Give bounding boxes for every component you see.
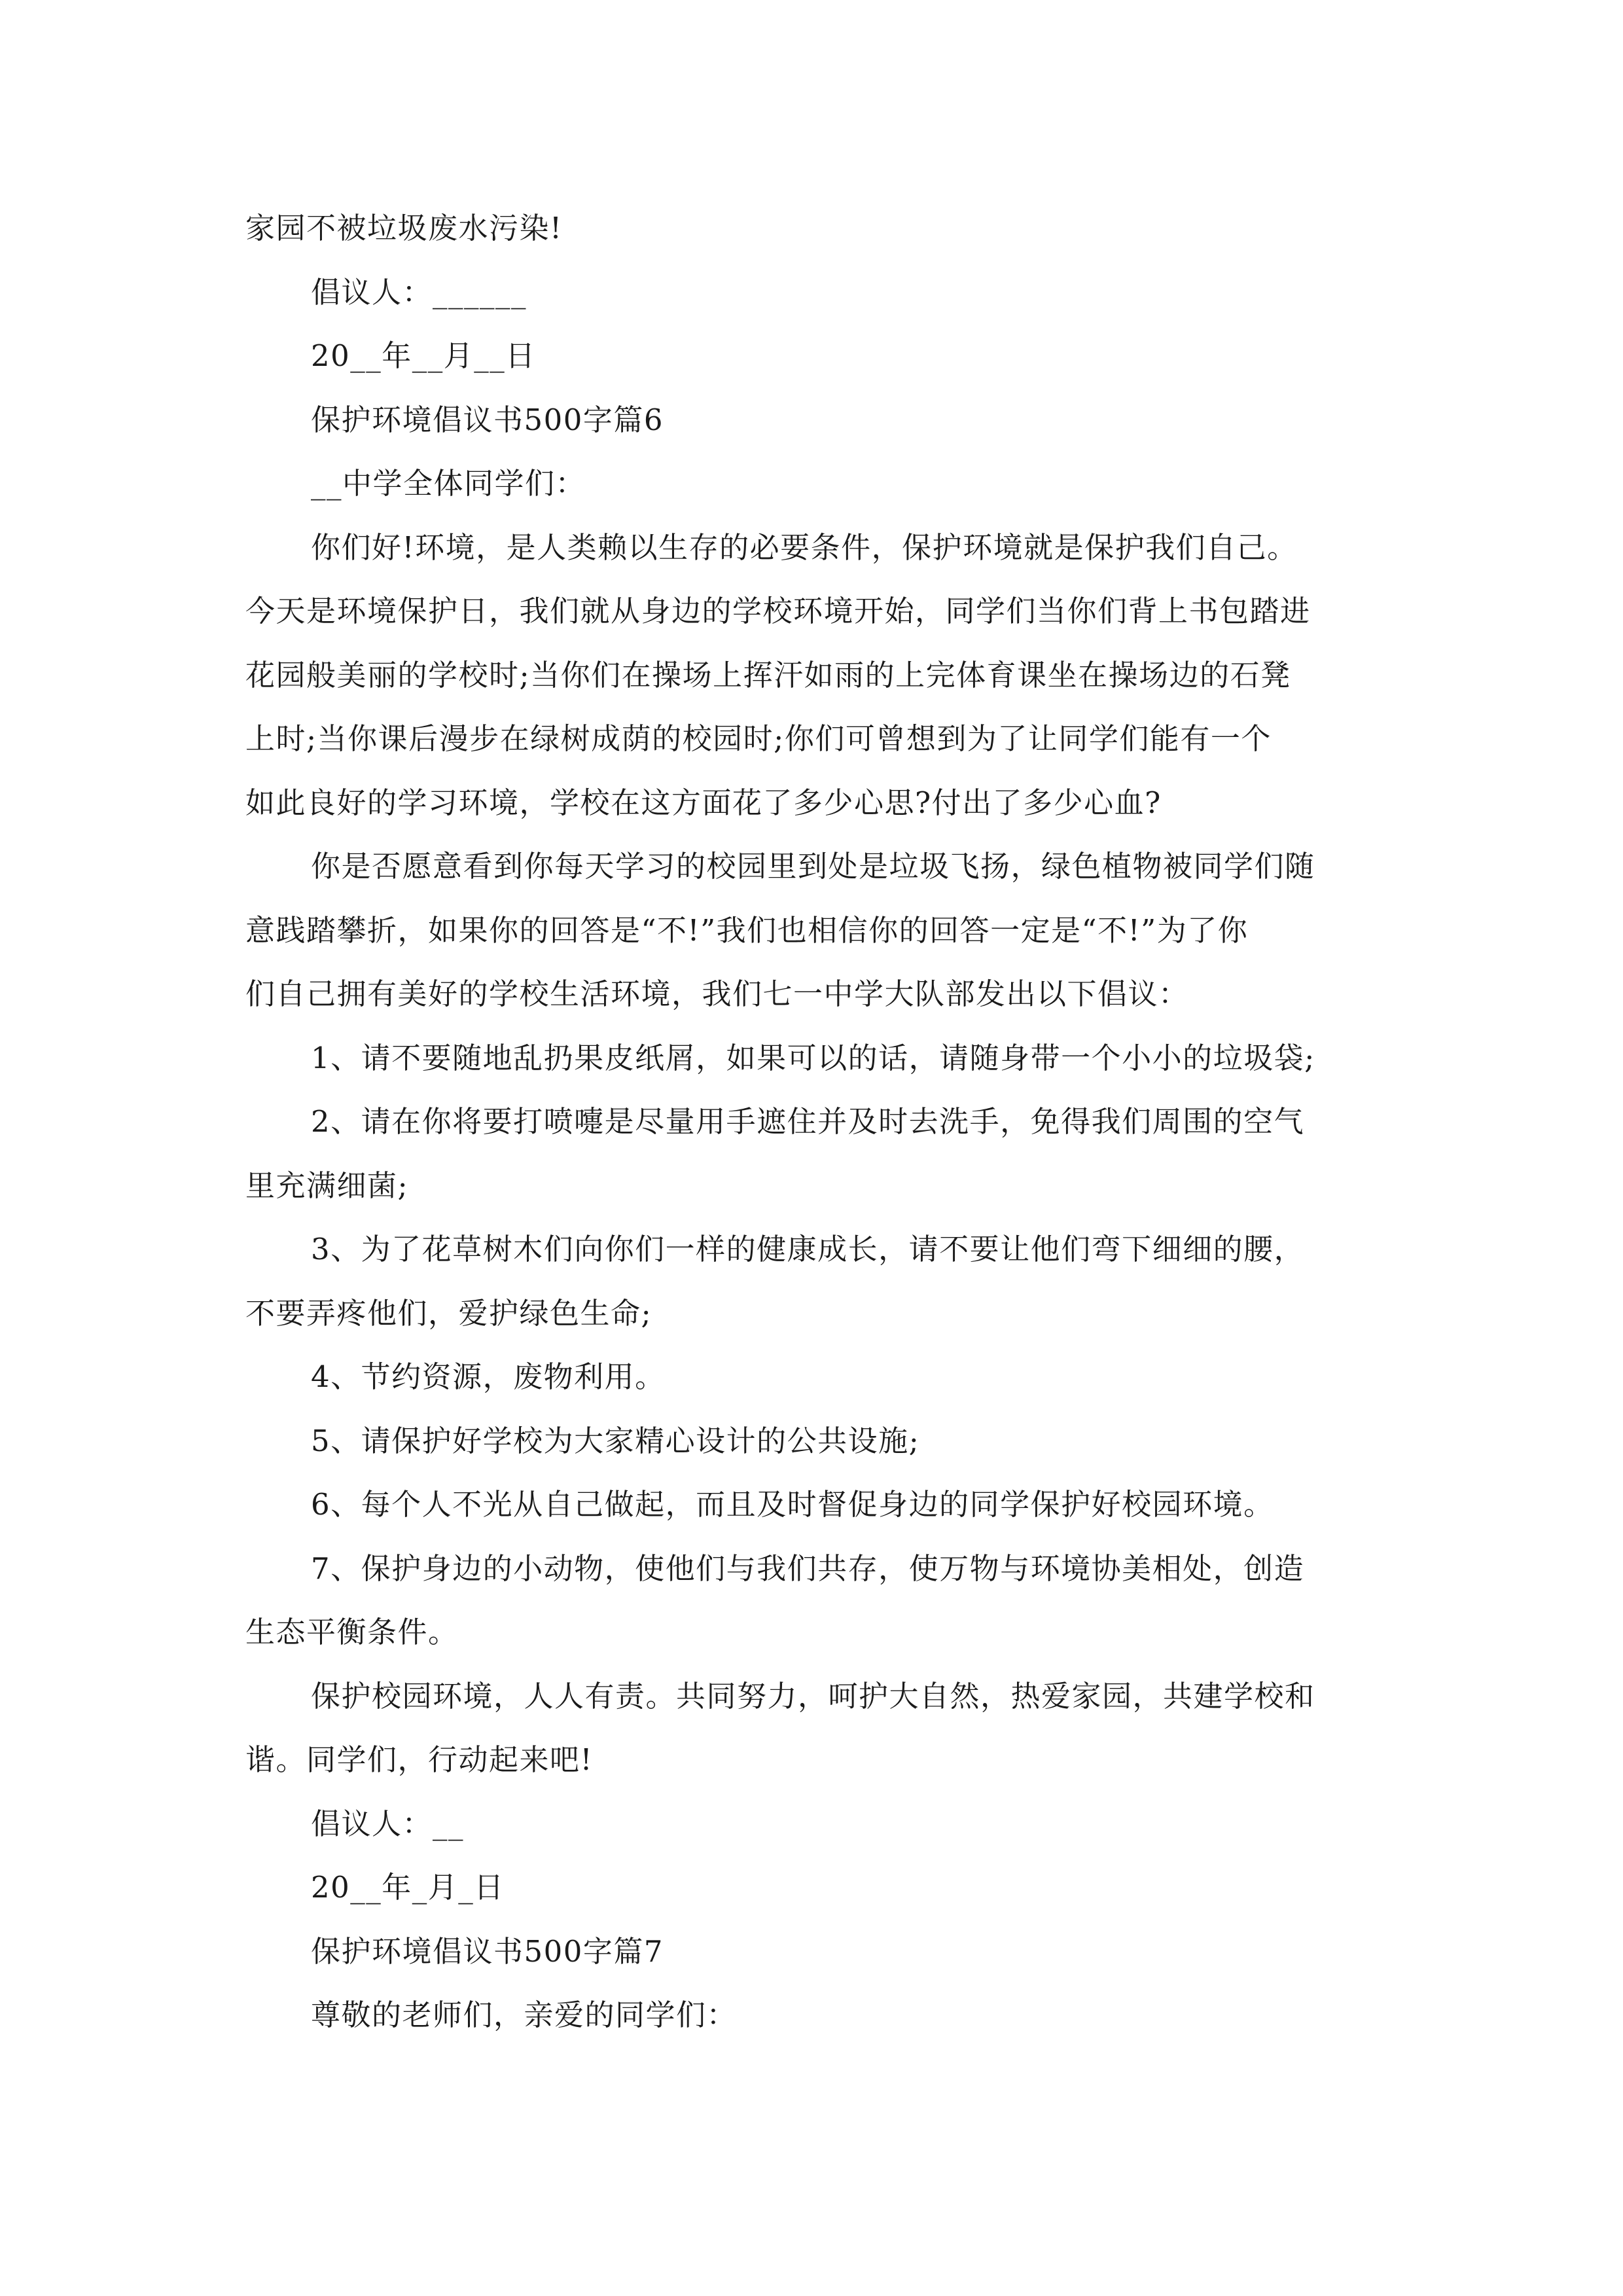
text-line: 20__年_月_日 xyxy=(311,1870,505,1905)
text-line: 保护环境倡议书500字篇7 xyxy=(311,1933,664,1969)
text-line: 上时;当你课后漫步在绿树成荫的校园时;你们可曾想到为了让同学们能有一个 xyxy=(245,721,1272,756)
text-line: 今天是环境保护日，我们就从身边的学校环境开始，同学们当你们背上书包踏进 xyxy=(245,594,1311,628)
text-line: 4、节约资源，废物利用。 xyxy=(311,1359,666,1394)
text-line: 们自己拥有美好的学校生活环境，我们七一中学大队部发出以下倡议： xyxy=(245,977,1189,1011)
text-line: 1、请不要随地乱扔果皮纸屑，如果可以的话，请随身带一个小小的垃圾袋; xyxy=(311,1040,1315,1075)
text-line: 花园般美丽的学校时;当你们在操场上挥汗如雨的上完体育课坐在操场边的石凳 xyxy=(245,657,1291,692)
text-line: 保护环境倡议书500字篇6 xyxy=(311,402,664,437)
text-line: 里充满细菌; xyxy=(245,1168,409,1203)
text-line: 你们好!环境，是人类赖以生存的必要条件，保护环境就是保护我们自己。 xyxy=(311,529,1298,565)
text-line: 谐。同学们，行动起来吧! xyxy=(245,1742,594,1777)
text-line: 6、每个人不光从自己做起，而且及时督促身边的同学保护好校园环境。 xyxy=(311,1487,1274,1522)
text-line: 生态平衡条件。 xyxy=(245,1615,459,1649)
text-line: 5、请保护好学校为大家精心设计的公共设施; xyxy=(311,1423,920,1458)
text-line: 家园不被垃圾废水污染! xyxy=(245,211,563,245)
document-body xyxy=(245,196,1384,2047)
text-line: __中学全体同学们： xyxy=(311,466,586,501)
text-line: 倡议人：______ xyxy=(311,274,527,310)
text-line: 不要弄疼他们，爱护绿色生命; xyxy=(245,1295,652,1331)
text-line: 7、保护身边的小动物，使他们与我们共存，使万物与环境协美相处，创造 xyxy=(311,1551,1305,1586)
text-line: 保护校园环境，人人有责。共同努力，呵护大自然，热爱家园，共建学校和 xyxy=(311,1678,1315,1713)
text-line: 2、请在你将要打喷嚏是尽量用手遮住并及时去洗手，免得我们周围的空气 xyxy=(311,1104,1305,1139)
text-line: 你是否愿意看到你每天学习的校园里到处是垃圾飞扬，绿色植物被同学们随 xyxy=(311,849,1315,884)
text-line: 尊敬的老师们，亲爱的同学们： xyxy=(311,1998,738,2032)
text-line: 3、为了花草树木们向你们一样的健康成长，请不要让他们弯下细细的腰， xyxy=(311,1232,1305,1266)
text-line: 20__年__月__日 xyxy=(311,338,536,373)
text-line: 意践踏攀折，如果你的回答是“不!”我们也相信你的回答一定是“不!”为了你 xyxy=(245,912,1249,948)
text-line: 如此良好的学习环境，学校在这方面花了多少心思?付出了多少心血? xyxy=(245,785,1162,820)
text-line: 倡议人：__ xyxy=(311,1806,465,1841)
